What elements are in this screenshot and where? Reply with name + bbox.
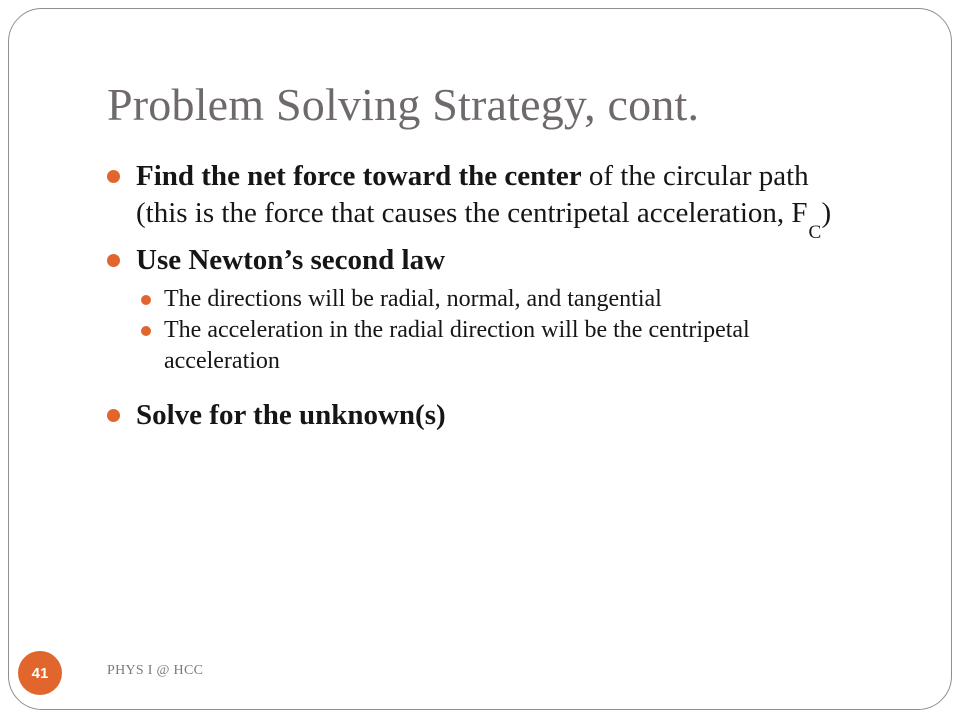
page-number-badge: 41 [18,651,62,695]
sub-bullet-dot-icon [141,326,151,336]
bullet-text: of the circular path (this is the force that causes the centripetal acceleration, F [136,160,809,229]
bullet-newtons-law [106,242,836,279]
subscript-c: C [808,222,822,243]
sub-bullet-directions [136,284,836,315]
slide-title: Problem Solving Strategy, cont. [107,79,700,130]
bullet-dot-icon [107,409,120,422]
closing-paren: ) [821,197,832,229]
footer-text: PHYS I @ HCC [107,663,204,678]
bullet-bold-text: Use Newton’s second law [136,244,446,276]
bullet-solve-unknowns [106,397,836,434]
sub-bullet-dot-icon [141,295,151,305]
bullet-bold-text: Solve for the unknown(s) [136,399,446,431]
sub-bullet-text: The acceleration in the radial direction will be the centripetal acceleration [164,317,750,374]
bullet-dot-icon [107,254,120,267]
sub-bullet-text: The directions will be radial, normal, and tangential [164,286,662,312]
bullet-dot-icon [107,170,120,183]
sub-bullet-radial-acceleration [136,315,836,377]
bullet-bold-text: Find the net force toward the center [136,160,582,192]
slide-content [106,158,836,434]
bullet-net-force [106,158,836,243]
sub-bullet-list [106,284,836,377]
